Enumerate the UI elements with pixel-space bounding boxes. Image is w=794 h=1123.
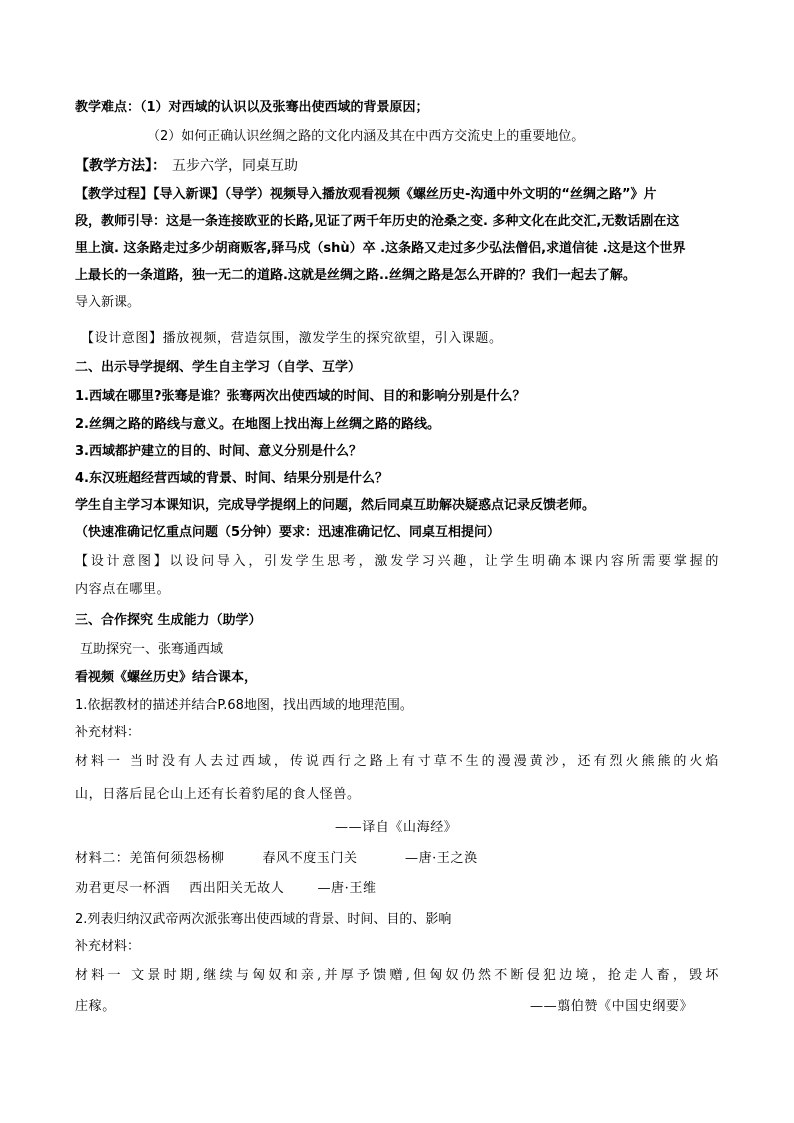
material-3-line-2: 庄稼。 (75, 999, 116, 1014)
process-line-2: 段，教师引导：这是一条连接欧亚的长路,见证了两千年历史的沧桑之变. 多种文化在此交汇,无数话剧在这 (75, 214, 680, 229)
task-1: 1.依据教材的描述并结合P.68地图，找出西域的地理范围。 (75, 698, 413, 713)
section-2-heading: 二、出示导学提纲、学生自主学习（自学、互学） (75, 360, 362, 375)
supplement-label-2: 补充材料： (75, 939, 141, 954)
material-3-line-1: 材料一 文景时期,继续与匈奴和亲,并厚予馈赠,但匈奴仍然不断侵犯边境，抢走人畜，毁坏 (75, 968, 719, 983)
process-line-3: 里上演. 这条路走过多少胡商贩客,驿马戍（shù）卒 .这条路又走过多少弘法僧侣,求道信徒 .这是这个世界 (75, 241, 686, 256)
method-label: 【教学方法】： (75, 158, 166, 174)
material-2-line-1: 材料二：羌笛何须怨杨柳 春风不度玉门关 —唐·王之涣 (75, 851, 478, 866)
method-text: 五步六学，同桌互助 (172, 158, 298, 174)
process-line-4: 上最长的一条道路，独一无二的道路.这就是丝绸之路..丝绸之路是怎么开辟的？我们一起去了解。 (75, 268, 636, 283)
material-3-source: ——翦伯赞《中国史纲要》 (530, 999, 694, 1014)
material-1-line-1: 材料一 当时没有人去过西域，传说西行之路上有寸草不生的漫漫黄沙，还有烈火熊熊的火焰 (75, 754, 719, 769)
watch-video-text: 看视频《螺丝历史》结合课本， (75, 670, 258, 685)
difficulty-label: 教学难点： (75, 100, 141, 115)
quick-recall-text: （快速准确记忆重点问题（5分钟）要求：迅速准确记忆、同桌互相提问） (75, 525, 501, 540)
material-1-source: ——译自《山海经》 (335, 820, 458, 835)
question-4: 4.东汉班超经营西域的背景、时间、结果分别是什么？ (75, 471, 388, 486)
self-study-text: 学生自主学习本课知识，完成导学提纲上的问题，然后同桌互助解决疑惑点记录反馈老师。 (75, 498, 596, 513)
section-3-heading: 三、合作探究 生成能力（助学） (75, 613, 262, 628)
method-line (75, 157, 735, 175)
difficulty-line-1 (75, 99, 735, 117)
explore-1-heading: 互助探究一、张骞通西域 (80, 642, 224, 657)
difficulty-item-1: （1）对西域的认识以及张骞出使西域的背景原因； (140, 100, 429, 115)
design-intent-2-line-1: 【设计意图】以设问导入，引发学生思考，激发学习兴趣，让学生明确本课内容所需要掌握的 (75, 554, 719, 569)
question-1: 1.西域在哪里?张骞是谁？张骞两次出使西域的时间、目的和影响分别是什么？ (75, 389, 526, 404)
supplement-label-1: 补充材料： (75, 725, 141, 740)
material-1-line-2: 山，日落后昆仑山上还有长着豹尾的食人怪兽。 (75, 787, 361, 802)
task-2: 2.列表归纳汉武帝两次派张骞出使西域的背景、时间、目的、影响 (75, 912, 452, 927)
design-intent-2-line-2: 内容点在哪里。 (75, 582, 171, 597)
question-2: 2.丝绸之路的路线与意义。在地图上找出海上丝绸之路的路线。 (75, 417, 440, 432)
material-2-line-2: 劝君更尽一杯酒 西出阳关无故人 —唐·王维 (75, 881, 377, 896)
process-line-5: 导入新课。 (75, 295, 141, 310)
difficulty-item-2: （2）如何正确认识丝绸之路的文化内涵及其在中西方交流史上的重要地位。 (147, 129, 585, 144)
question-3: 3.西域都护建立的目的、时间、意义分别是什么？ (75, 444, 362, 459)
process-line-1: 【教学过程】【导入新课】（导学）视频导入播放观看视频《螺丝历史-沟通中外文明的“丝绸之路”》片 (75, 187, 657, 202)
design-intent-1: 【设计意图】播放视频，营造氛围，激发学生的探究欲望，引入课题。 (81, 331, 503, 346)
